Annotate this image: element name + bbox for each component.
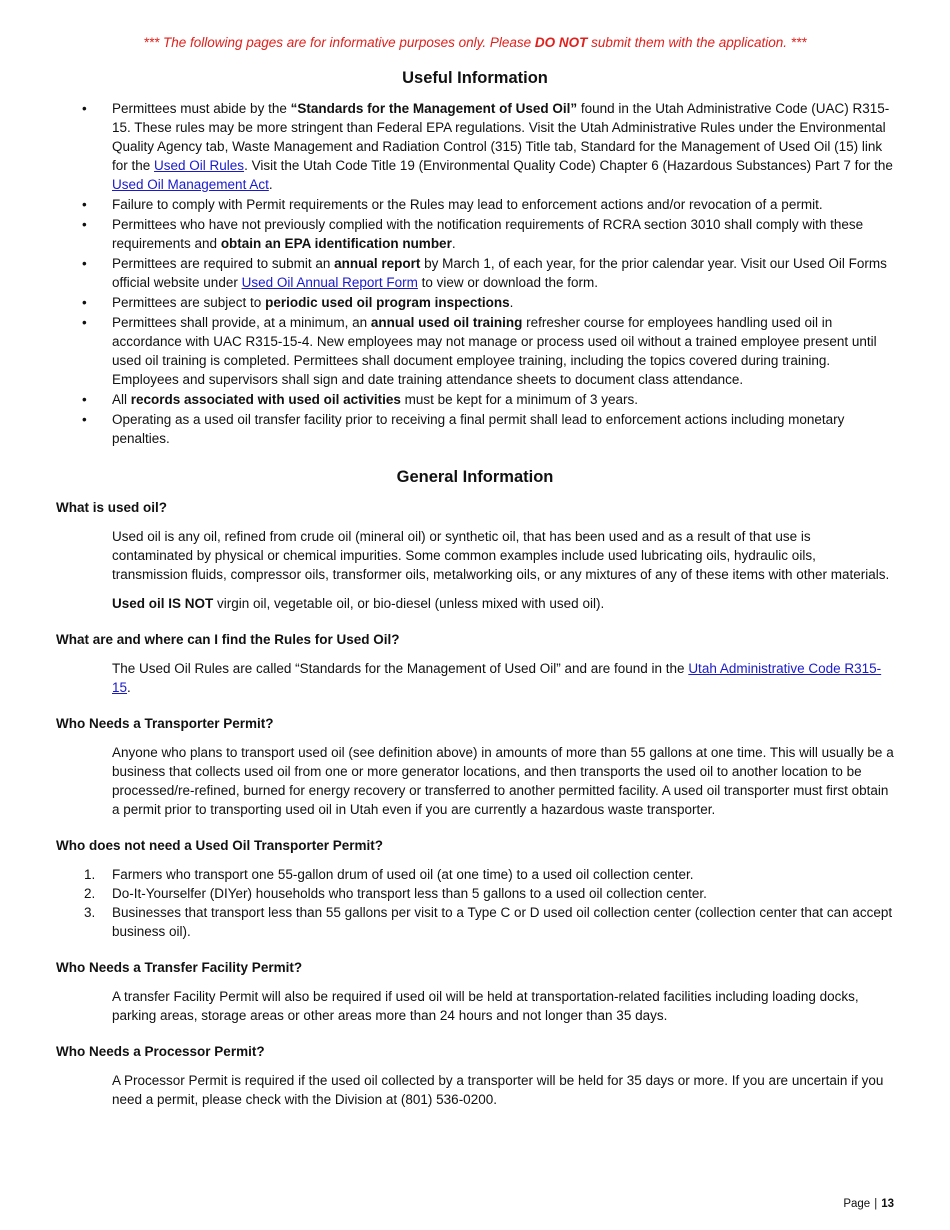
list-item: • Failure to comply with Permit requirements or the Rules may lead to enforcement actions and/or revocation of a permit.: [82, 197, 823, 212]
bullet-icon: •: [82, 101, 87, 116]
question-heading: Who does not need a Used Oil Transporter Permit?: [56, 838, 384, 853]
list-item: 2. Do-It-Yourselfer (DIYer) households who transport less than 5 gallons to a used oil collection center.: [84, 886, 707, 901]
question-heading: What is used oil?: [56, 500, 168, 515]
list-item: 1. Farmers who transport one 55-gallon drum of used oil (at one time) to a used oil collection center.: [84, 867, 694, 882]
bullet-icon: •: [82, 295, 87, 310]
annual-report-form-link[interactable]: Used Oil Annual Report Form: [241, 275, 418, 290]
list-item: 3. Businesses that transport less than 55 gallons per visit to a Type C or D used oil collection center (collection center that can accept business oil).: [84, 905, 893, 939]
used-oil-rules-link[interactable]: Used Oil Rules: [154, 158, 245, 173]
list-item: • Permittees are required to submit an annual report by March 1, of each year, for the prior calendar year. Visit our Used Oil Forms official website under Used Oil Annual Report Form to view or download the form.: [82, 256, 887, 290]
bullet-icon: •: [82, 217, 87, 232]
list-item: • Permittees who have not previously complied with the notification requirements of RCRA section 3010 shall comply with these requirements and obtain an EPA identification number.: [82, 217, 864, 251]
list-item: • All records associated with used oil activities must be kept for a minimum of 3 years.: [82, 392, 638, 407]
bullet-icon: •: [82, 412, 87, 427]
footer-separator: |: [874, 1198, 878, 1210]
list-item: • Operating as a used oil transfer facility prior to receiving a final permit shall lead to enforcement actions including monetary penalties.: [82, 412, 845, 446]
page-label: Page: [843, 1198, 871, 1210]
list-item: • Permittees are subject to periodic used oil program inspections.: [82, 295, 514, 310]
used-oil-management-act-link[interactable]: Used Oil Management Act: [112, 177, 269, 192]
question-heading: Who Needs a Transfer Facility Permit?: [56, 960, 303, 975]
answer-text: Used oil is any oil, refined from crude oil (mineral oil) or synthetic oil, that has been used and as a result of that use is contaminated by physical or chemical impurities. Some common examples include used lubricating oils, hydraulic oils, transmission fluids, compressor oils, transformer oils, metalworking oils, or any mixtures of any of these items with other materials.: [112, 529, 890, 582]
faq-no-transporter-permit: [56, 836, 894, 941]
useful-information-list: [56, 99, 894, 448]
question-heading: Who Needs a Transporter Permit?: [56, 716, 274, 731]
faq-transfer-facility-permit: [56, 958, 894, 1025]
list-item: • Permittees shall provide, at a minimum, an annual used oil training refresher course for employees handling used oil in accordance with UAC R315-15-4. New employees may not manage or process used oil without a trained employee present until used oil training is completed. Permittees shall document employee training, including the topics covered during training. Employees and supervisors shall sign and date training attendance sheets to document class attendance.: [82, 315, 877, 387]
page-number: 13: [881, 1198, 894, 1210]
answer-text: Anyone who plans to transport used oil (see definition above) in amounts of more than 55 gallons at one time. This will usually be a business that collects used oil from one or more generator locations, and then transports the used oil to another location to be processed/re-refined, burned for energy recovery or transferred to another permitted facility. A used oil transporter must first obtain a permit prior to transporting used oil in Utah even if you are currently a hazardous waste transporter.: [112, 745, 894, 817]
bullet-icon: •: [82, 197, 87, 212]
faq-what-is-used-oil: [56, 498, 894, 613]
faq-transporter-permit: [56, 714, 894, 819]
question-heading: Who Needs a Processor Permit?: [56, 1044, 265, 1059]
bullet-icon: •: [82, 392, 87, 407]
faq-rules-for-used-oil: [56, 630, 894, 697]
notice-emphasis: DO NOT: [534, 35, 588, 50]
faq-processor-permit: [56, 1042, 894, 1109]
answer-text: The Used Oil Rules are called “Standards for the Management of Used Oil” and are found in the Utah Administrative Code R315-15.: [112, 661, 882, 695]
page-footer: [843, 1195, 894, 1214]
answer-text: Used oil IS NOT virgin oil, vegetable oil, or bio-diesel (unless mixed with used oil).: [112, 596, 605, 611]
exemption-list: [56, 865, 894, 941]
answer-text: A Processor Permit is required if the used oil collected by a transporter will be held for 35 days or more. If you are uncertain if you need a permit, please check with the Division at (801) 536-0200.: [112, 1073, 884, 1107]
notice-text: *** The following pages are for informative purposes only. Please: [143, 35, 535, 50]
question-heading: What are and where can I find the Rules for Used Oil?: [56, 632, 400, 647]
useful-information-heading: Useful Information: [402, 69, 548, 87]
general-information-heading: General Information: [396, 468, 554, 486]
bullet-icon: •: [82, 256, 87, 271]
notice-text-end: submit them with the application. ***: [587, 35, 807, 50]
bullet-icon: •: [82, 315, 87, 330]
utah-admin-code-link[interactable]: Utah Administrative Code R315-15: [112, 661, 882, 695]
answer-text: A transfer Facility Permit will also be required if used oil will be held at transportation-related facilities including loading docks, parking areas, storage areas or other areas more than 24 hours and not longer than 35 days.: [112, 989, 859, 1023]
informative-notice: [56, 33, 894, 52]
list-item: • Permittees must abide by the “Standards for the Management of Used Oil” found in the Utah Administrative Code (UAC) R315-15. These rules may be more stringent than Federal EPA regulations. Visit the Utah Administrative Rules under the Environmental Quality Agency tab, Waste Management and Radiation Control (315) Title tab, Standard for the Management of Used Oil (15) link for the Used Oil Rules. Visit the Utah Code Title 19 (Environmental Quality Code) Chapter 6 (Hazardous Substances) Part 7 for the Used Oil Management Act.: [82, 101, 893, 192]
